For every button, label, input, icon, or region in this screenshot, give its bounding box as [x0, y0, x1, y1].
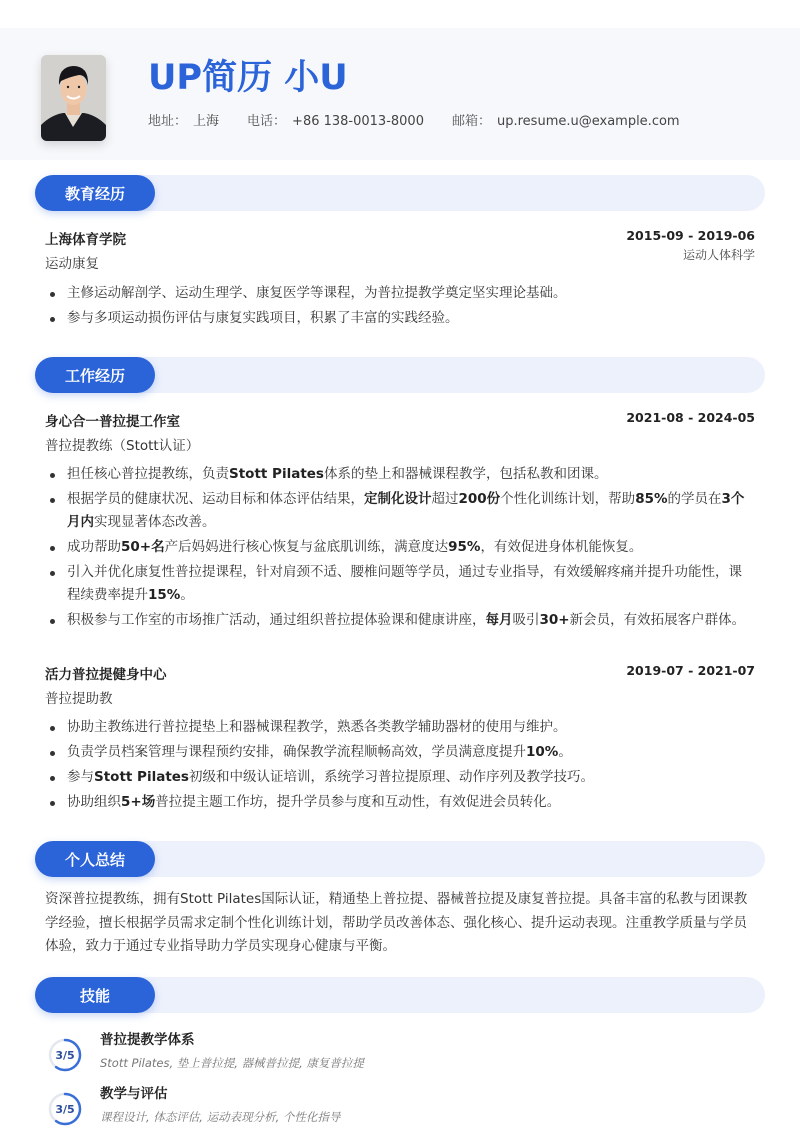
email-label: 邮箱： — [451, 114, 491, 129]
address-label: 地址： — [148, 114, 188, 129]
contact-email — [452, 112, 680, 132]
skill-name: 教学与评估 — [100, 1086, 168, 1102]
list-item: 参与Stott Pilates初级和中级认证培训，系统学习普拉提原理、动作序列及教学技巧。 — [45, 766, 755, 789]
section-title-skills: 技能 — [35, 977, 155, 1013]
skill-level: 3/5 — [55, 1048, 75, 1062]
list-item: 协助组织5+场普拉提主题工作坊，提升学员参与度和互动性，有效促进会员转化。 — [45, 791, 755, 814]
job-role: 普拉提助教 — [45, 691, 113, 707]
section-header-education — [35, 175, 765, 211]
phone-label: 电话： — [247, 114, 287, 129]
list-item: 根据学员的健康状况、运动目标和体态评估结果，定制化设计超过200份个性化训练计划，帮助85%的学员在3个月内实现显著体态改善。 — [45, 488, 755, 534]
avatar-photo — [41, 55, 106, 141]
work-bullets — [45, 463, 755, 634]
work-bullets — [45, 716, 755, 816]
summary-text: 资深普拉提教练，拥有Stott Pilates国际认证，精通垫上普拉提、器械普拉提及康复普拉提。具备丰富的私教与团课教学经验，擅长根据学员需求定制个性化训练计划，帮助学员改善体态、强化核心、提升运动表现。注重教学质量与学员体验，致力于通过专业指导助力学员实现身心健康与平衡。 — [45, 891, 748, 954]
contact-address — [148, 112, 219, 132]
list-item: 负责学员档案管理与课程预约安排，确保教学流程顺畅高效，学员满意度提升10%。 — [45, 741, 755, 764]
skill-item — [45, 1082, 645, 1130]
education-degree-note: 运动人体科学 — [682, 248, 755, 262]
contact-phone — [247, 112, 424, 132]
email-value[interactable]: up.resume.u@example.com — [497, 114, 680, 129]
section-title-work: 工作经历 — [35, 357, 155, 393]
section-header-work — [35, 357, 765, 393]
list-item: 引入并优化康复性普拉提课程，针对肩颈不适、腰椎问题等学员，通过专业指导，有效缓解疼痛并提升功能性，课程续费率提升15%。 — [45, 561, 755, 607]
list-item: 协助主教练进行普拉提垫上和器械课程教学，熟悉各类教学辅助器材的使用与维护。 — [45, 716, 755, 739]
candidate-name: UP简历 小U — [148, 58, 348, 98]
skill-item — [45, 1028, 645, 1080]
skill-level: 3/5 — [55, 1102, 75, 1116]
phone-value: +86 138-0013-8000 — [292, 114, 424, 129]
section-title-summary: 个人总结 — [35, 841, 155, 877]
skill-name: 普拉提教学体系 — [100, 1032, 195, 1048]
work-date: 2021-08 - 2024-05 — [626, 410, 755, 425]
contact-info — [148, 112, 708, 132]
section-header-skills — [35, 977, 765, 1013]
company-name: 身心合一普拉提工作室 — [45, 414, 180, 430]
address-value: 上海 — [193, 114, 220, 129]
work-date: 2019-07 - 2021-07 — [626, 663, 755, 678]
school-name: 上海体育学院 — [45, 232, 126, 248]
resume-header — [0, 28, 800, 160]
section-title-education: 教育经历 — [35, 175, 155, 211]
list-item: 担任核心普拉提教练，负责Stott Pilates体系的垫上和器械课程教学，包括私教和团课。 — [45, 463, 755, 486]
skill-tags: 课程设计, 体态评估, 运动表现分析, 个性化指导 — [100, 1110, 341, 1124]
list-item: 成功帮助50+名产后妈妈进行核心恢复与盆底肌训练，满意度达95%，有效促进身体机能恢复。 — [45, 536, 755, 559]
list-item: 主修运动解剖学、运动生理学、康复医学等课程，为普拉提教学奠定坚实理论基础。 — [45, 282, 755, 305]
section-header-summary — [35, 841, 765, 877]
list-item: 参与多项运动损伤评估与康复实践项目，积累了丰富的实践经验。 — [45, 307, 755, 330]
education-bullets — [45, 282, 755, 332]
education-major: 运动康复 — [45, 256, 99, 272]
company-name: 活力普拉提健身中心 — [45, 667, 167, 683]
education-date: 2015-09 - 2019-06 — [626, 228, 755, 243]
skill-tags: Stott Pilates, 垫上普拉提, 器械普拉提, 康复普拉提 — [100, 1056, 364, 1070]
list-item: 积极参与工作室的市场推广活动，通过组织普拉提体验课和健康讲座，每月吸引30+新会员，有效拓展客户群体。 — [45, 609, 755, 632]
job-role: 普拉提教练（Stott认证） — [45, 438, 200, 454]
